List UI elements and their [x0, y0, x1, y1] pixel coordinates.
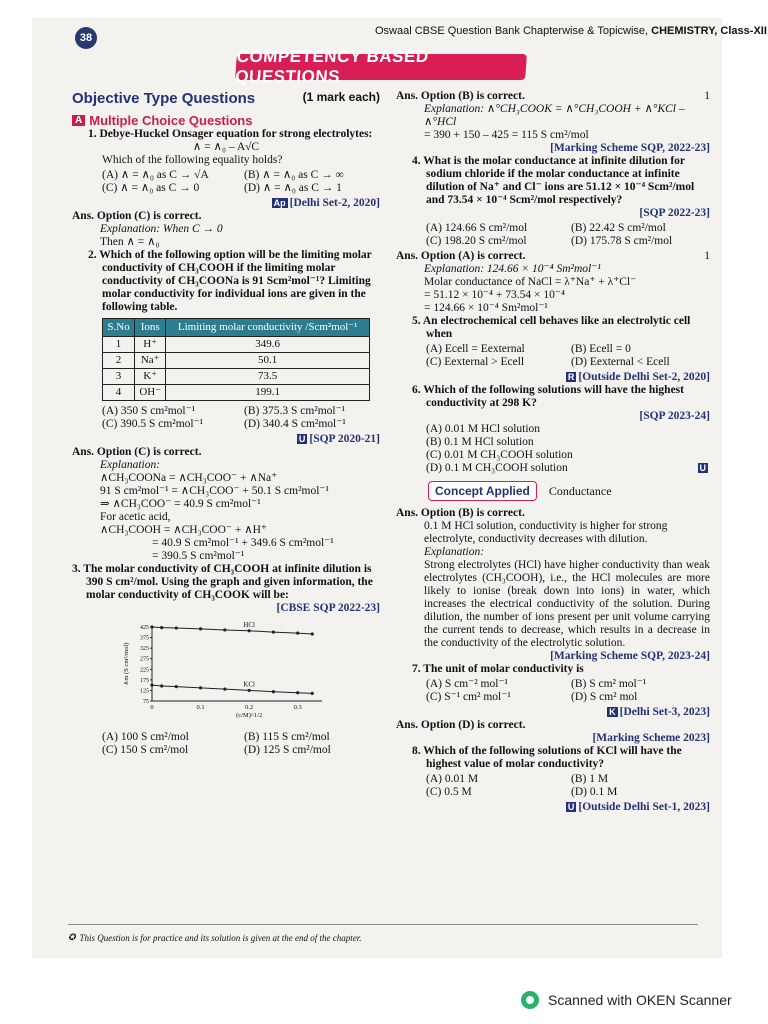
- table-header: Ions: [135, 319, 166, 337]
- option[interactable]: (B) 115 S cm²/mol: [244, 731, 330, 743]
- q6-options: [396, 423, 710, 475]
- q2-line: = 390.5 S cm²mol⁻¹: [152, 550, 245, 562]
- q2-options: [102, 405, 380, 431]
- option[interactable]: (C) Eexternal > Ecell: [426, 356, 525, 368]
- concept-text: Conductance: [548, 483, 612, 498]
- data-point: [175, 626, 178, 629]
- option[interactable]: (D) 0.1 M: [571, 786, 618, 798]
- data-point: [248, 689, 251, 692]
- table-row: 3 K⁺ 73.5: [103, 369, 370, 385]
- left-column: [72, 90, 380, 759]
- q2-line: ⇒ ∧CH₃COO⁻ = 40.9 S cm²mol⁻¹: [100, 498, 261, 510]
- q6-answer-text: 0.1 M HCl solution, conductivity is higher for strong electrolyte, conductivity decreases with dilution.: [424, 520, 668, 545]
- option[interactable]: (C) 150 S cm²/mol: [102, 744, 189, 756]
- data-point: [272, 690, 275, 693]
- data-point: [223, 628, 226, 631]
- right-column: [396, 90, 710, 814]
- data-point: [223, 688, 226, 691]
- q8-options: [426, 773, 710, 799]
- q7-answer: Ans. Option (D) is correct.: [396, 719, 526, 731]
- option[interactable]: (D) Eexternal < Ecell: [571, 356, 670, 368]
- question-2: 2. Which of the following option will be the limiting molar conductivity of CH₃COOH if the limiting molar conductivity of CH₃COONa is 91 Scm²mol⁻¹? Limiting molar conductivity for individual ions are given in the following table.: [88, 249, 372, 313]
- q3-source: [CBSE SQP 2022-23]: [276, 602, 380, 614]
- q1-source: Ap [Delhi Set-2, 2020]: [273, 197, 380, 209]
- q6-marking-source: [Marking Scheme SQP, 2023-24]: [550, 650, 710, 662]
- q2-line: = 40.9 S cm²mol⁻¹ + 349.6 S cm²mol⁻¹: [152, 537, 334, 549]
- q4-line: = 124.66 × 10⁻⁴ Sm²mol⁻¹: [424, 302, 548, 314]
- q3-options: [102, 731, 380, 757]
- option[interactable]: (D) 0.1 M CH₃COOH solution U: [426, 462, 706, 474]
- data-point: [175, 685, 178, 688]
- data-point: [296, 691, 299, 694]
- data-point: [311, 632, 314, 635]
- option[interactable]: (A) 100 S cm²/mol: [102, 731, 189, 743]
- option[interactable]: (A) 350 S cm²mol⁻¹: [102, 405, 196, 417]
- y-tick-label: 275: [140, 656, 149, 663]
- data-point: [272, 630, 275, 633]
- q4-line: = 51.12 × 10⁻⁴ + 73.54 × 10⁻⁴: [424, 289, 565, 301]
- q7-marking-source: [Marking Scheme 2023]: [592, 732, 710, 744]
- y-axis-label: ∧m (S cm²/mol): [123, 642, 130, 686]
- q3-marking-source: [Marking Scheme SQP, 2022-23]: [550, 142, 710, 154]
- q6-source: [SQP 2023-24]: [639, 410, 710, 422]
- q7-source: K [Delhi Set-3, 2023]: [609, 706, 710, 718]
- table-row: 4 OH⁻ 199.1: [103, 385, 370, 401]
- q6-explanation-text: Strong electrolytes (HCl) have higher conductivity than weak electrolytes (CH₃COOH), i.e., the HCl molecules are more likely to ionise (break down into ions) in water, which increases the electrical conductivity of the solution. During dilution, the number of ions present per unit volume carrying the current tends to decrease, which results in a decrease in the conductivity of the electrolytic solution.: [424, 559, 710, 649]
- data-point: [150, 625, 153, 628]
- x-tick-label: 0.1: [196, 704, 205, 711]
- table-header: S.No: [103, 319, 135, 337]
- section-title: Objective Type Questions (1 mark each): [72, 90, 380, 107]
- mcq-heading: A Multiple Choice Questions: [72, 113, 380, 128]
- x-tick-label: 0.2: [245, 704, 254, 711]
- question-1: 1. Debye-Huckel Onsager equation for strong electrolytes:: [88, 128, 373, 140]
- practice-icon: ✪: [68, 932, 76, 942]
- q2-source: U [SQP 2020-21]: [298, 433, 380, 445]
- data-point: [160, 684, 163, 687]
- q3-explanation: Explanation: ∧°CH₃COOK = ∧°CH₃COOH + ∧°KCl – ∧°HCl: [424, 103, 685, 128]
- q2-answer: Ans. Option (C) is correct.: [72, 446, 202, 458]
- q1-answer: Ans. Option (C) is correct.: [72, 210, 202, 222]
- page-number: 38: [75, 27, 97, 49]
- option[interactable]: (D) 340.4 S cm²mol⁻¹: [244, 418, 346, 430]
- option[interactable]: (C) S⁻¹ cm² mol⁻¹: [426, 691, 511, 703]
- q1-explanation-2: Then ∧ = ∧₀: [100, 236, 160, 248]
- question-6: 6. Which of the following solutions will have the highest conductivity at 298 K?: [412, 384, 684, 409]
- q4-options: [426, 222, 710, 248]
- scanner-watermark: Scanned with OKEN Scanner: [520, 990, 732, 1010]
- option[interactable]: (C) 0.5 M: [426, 786, 472, 798]
- option[interactable]: (D) 175.78 S cm²/mol: [571, 235, 673, 247]
- option[interactable]: (A) 124.66 S cm²/mol: [426, 222, 528, 234]
- q4-line: Molar conductance of NaCl = λ⁺Na⁺ + λ⁺Cl⁻: [424, 276, 637, 288]
- section-banner: COMPETENCY BASED QUESTIONS: [235, 54, 527, 80]
- data-point: [296, 632, 299, 635]
- data-point: [150, 684, 153, 687]
- table-header: Limiting molar conductivity /Scm²mol⁻¹: [166, 319, 370, 337]
- y-tick-label: 75: [143, 699, 149, 705]
- q6-answer: Ans. Option (B) is correct.: [396, 507, 525, 519]
- q1-prompt: Which of the following equality holds?: [102, 154, 283, 166]
- question-4: 4. What is the molar conductance at infinite dilution for sodium chloride if the molar conductance at infinite dilution of Na⁺ and Cl⁻ ions are 51.12 × 10⁻⁴ Scm²/mol and 73.54 × 10⁻⁴ Scm²/mol respectively?: [412, 155, 695, 206]
- option[interactable]: (A) S cm⁻² mol⁻¹: [426, 678, 508, 690]
- q2-explanation: Explanation:: [100, 459, 161, 471]
- q3-answer: Ans. Option (B) is correct. 1: [396, 90, 710, 102]
- q4-answer: Ans. Option (A) is correct. 1: [396, 250, 710, 262]
- option[interactable]: (A) ∧ = ∧₀ as C → √A: [102, 169, 209, 181]
- y-tick-label: 225: [140, 667, 149, 674]
- q6-explanation: Explanation:: [424, 546, 485, 558]
- q1-equation: ∧ = ∧₀ – A√C: [192, 141, 260, 153]
- q1-options: [102, 169, 380, 195]
- mcq-tag: A: [72, 115, 85, 126]
- option[interactable]: (B) 22.42 S cm²/mol: [571, 222, 666, 234]
- data-point: [248, 629, 251, 632]
- q2-line: For acetic acid,: [100, 511, 171, 523]
- concept-applied: [428, 481, 710, 501]
- series-label: HCl: [243, 620, 255, 629]
- question-5: 5. An electrochemical cell behaves like an electrolytic cell when: [412, 315, 691, 340]
- concept-label: Concept Applied: [428, 481, 537, 501]
- y-tick-label: 375: [140, 635, 149, 642]
- footer-note: ✪ This Question is for practice and its solution is given at the end of the chapter.: [68, 932, 362, 943]
- x-axis-label: (c/M)^1/2: [236, 712, 263, 719]
- q8-source: U [Outside Delhi Set-1, 2023]: [567, 801, 710, 813]
- q7-options: [426, 678, 710, 704]
- option[interactable]: (A) 0.01 M HCl solution: [426, 423, 541, 435]
- data-point: [311, 692, 314, 695]
- data-point: [160, 626, 163, 629]
- q2-line: ∧CH₃COOH = ∧CH₃COO⁻ + ∧H⁺: [100, 524, 268, 536]
- option[interactable]: (C) 198.20 S cm²/mol: [426, 235, 527, 247]
- option[interactable]: (B) 1 M: [571, 773, 609, 785]
- option[interactable]: (B) 0.1 M HCl solution: [426, 436, 534, 448]
- q4-source: [SQP 2022-23]: [639, 207, 710, 219]
- table-row: 2 Na⁺ 50.1: [103, 353, 370, 369]
- y-tick-label: 125: [140, 688, 149, 695]
- x-tick-label: 0.3: [293, 704, 302, 711]
- option[interactable]: (B) S cm² mol⁻¹: [571, 678, 647, 690]
- series-label: KCl: [243, 680, 255, 689]
- data-point: [199, 627, 202, 630]
- q3-line: = 390 + 150 – 425 = 115 S cm²/mol: [424, 129, 589, 141]
- conductivity-graph: [112, 621, 372, 721]
- q4-explanation: Explanation: 124.66 × 10⁻⁴ Sm²mol⁻¹: [424, 263, 601, 275]
- q5-source: R [Outside Delhi Set-2, 2020]: [567, 371, 710, 383]
- q2-line: 91 S cm²mol⁻¹ = ∧CH₃COO⁻ + 50.1 S cm²mol⁻¹: [100, 485, 329, 497]
- x-tick-label: 0: [150, 704, 154, 711]
- y-tick-label: 425: [140, 625, 149, 631]
- q2-line: ∧CH₃COONa = ∧CH₃COO⁻ + ∧Na⁺: [100, 472, 278, 484]
- option[interactable]: (B) ∧ = ∧₀ as C → ∞: [244, 169, 344, 181]
- y-tick-label: 175: [140, 677, 149, 684]
- option[interactable]: (D) ∧ = ∧₀ as C → 1: [244, 182, 342, 194]
- y-tick-label: 325: [140, 646, 149, 653]
- q1-explanation: Explanation: When C → 0: [100, 223, 223, 235]
- option[interactable]: (B) Ecell = 0: [571, 343, 631, 355]
- option[interactable]: (A) Ecell = Eexternal: [426, 343, 525, 355]
- option[interactable]: (C) ∧ = ∧₀ as C → 0: [102, 182, 200, 194]
- option[interactable]: (B) 375.3 S cm²mol⁻¹: [244, 405, 346, 417]
- table-row: 1 H⁺ 349.6: [103, 337, 370, 353]
- option[interactable]: (D) S cm² mol: [571, 691, 638, 703]
- question-7: 7. The unit of molar conductivity is: [412, 663, 584, 675]
- scanner-logo-icon: [520, 990, 540, 1010]
- footer-divider: [68, 924, 698, 925]
- option[interactable]: (D) 125 S cm²/mol: [244, 744, 331, 756]
- option[interactable]: (C) 0.01 M CH₃COOH solution: [426, 449, 573, 461]
- question-8: 8. Which of the following solutions of KCl will have the highest value of molar conductivity?: [412, 745, 682, 770]
- q5-options: [426, 343, 710, 369]
- option[interactable]: (C) 390.5 S cm²mol⁻¹: [102, 418, 204, 430]
- data-point: [199, 686, 202, 689]
- question-3: 3. The molar conductivity of CH₃COOH at infinite dilution is 390 S cm²/mol. Using the graph and given information, the molar conductivity of CH₃COOK will be:: [72, 563, 373, 601]
- ions-table: [102, 318, 370, 401]
- running-head: Oswaal CBSE Question Bank Chapterwise & Topicwise, CHEMISTRY, Class-XII: [375, 25, 767, 37]
- option[interactable]: (A) 0.01 M: [426, 773, 479, 785]
